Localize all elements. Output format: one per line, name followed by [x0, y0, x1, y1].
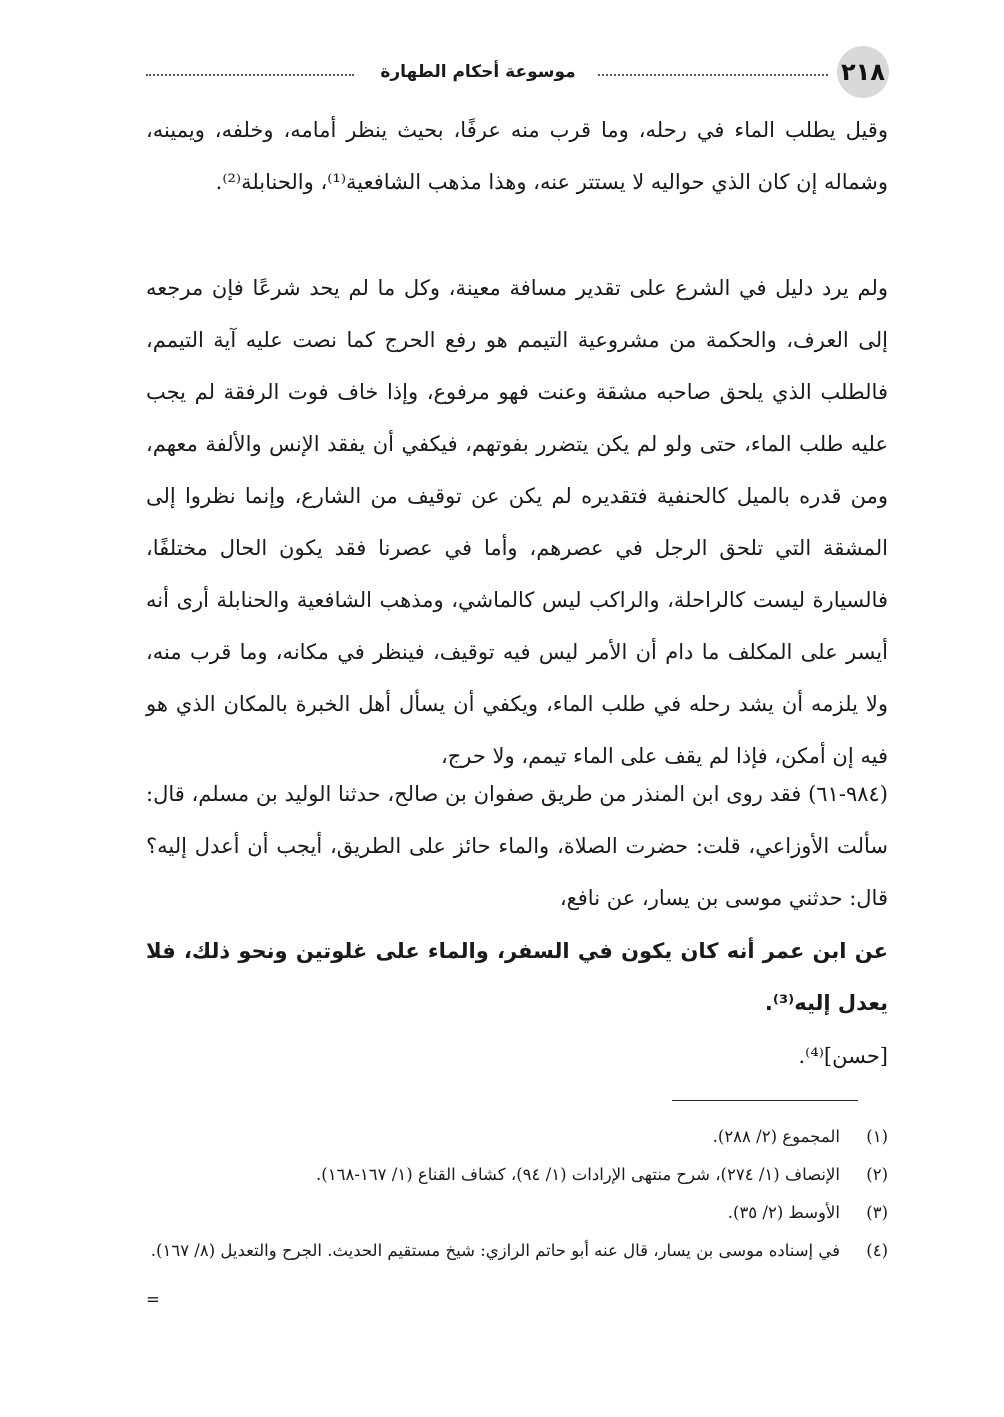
footnote	[146, 1156, 888, 1194]
hadith-text: عن ابن عمر أنه كان يكون في السفر، والماء على غلوتين ونحو ذلك، فلا يعدل إليه⁽³⁾.	[146, 939, 888, 1015]
header-divider-right	[598, 74, 828, 76]
paragraph-2: ولم يرد دليل في الشرع على تقدير مسافة معينة، وكل ما لم يحد شرعًا فإن مرجعه إلى العرف، والحكمة من مشروعية التيمم هو رفع الحرج كما نصت عليه آية التيمم، فالطلب الذي يلحق صاحبه مشقة وعنت فهو مرفوع، وإذا خاف فوت الرفقة لم يجب عليه طلب الماء، حتى ولو لم يكن يتضرر بفوتهم، فيكفي أن يفقد الإنس والألفة معهم، ومن قدره بالميل كالحنفية فتقديره لم يكن عن توقيف من الشارع، وإنما نظروا إلى المشقة التي تلحق الرجل في عصرهم، وأما في عصرنا فقد يكون الحال مختلفًا، فالسيارة ليست كالراحلة، والراكب ليس كالماشي، ومذهب الشافعية والحنابلة أرى أنه أيسر على المكلف ما دام أن الأمر ليس فيه توقيف، فينظر في مكانه، وما قرب منه، ولا يلزمه أن يشد رحله في طلب الماء، ويكفي أن يسأل أهل الخبرة بالمكان الذي هو فيه إن أمكن، فإذا لم يقف على الماء تيمم، ولا حرج،	[146, 276, 888, 768]
footnote-text: الأوسط (٢/ ٣٥).	[727, 1203, 840, 1222]
footnote-number: (٣)	[866, 1203, 888, 1222]
footnote	[146, 1194, 888, 1232]
header-divider-left	[146, 74, 354, 76]
page-number: ٢١٨	[837, 46, 889, 98]
grading-note: [حسن]⁽⁴⁾.	[798, 1044, 888, 1068]
footnote	[146, 1118, 888, 1156]
running-header-title: موسوعة أحكام الطهارة	[380, 62, 576, 82]
paragraph-1: وقيل يطلب الماء في رحله، وما قرب منه عرفًا، بحيث ينظر أمامه، وخلفه، ويمينه، وشماله إن كان الذي حواليه لا يستتر عنه، وهذا مذهب الشافعية⁽¹⁾، والحنابلة⁽²⁾.	[146, 118, 888, 194]
footnote-number: (١)	[866, 1127, 888, 1146]
footnote-text: الإنصاف (١/ ٢٧٤)، شرح منتهى الإرادات (١/ ٩٤)، كشاف القناع (١/ ١٦٧-١٦٨).	[316, 1165, 840, 1184]
paragraph-3: (٩٨٤-٦١) فقد روى ابن المنذر من طريق صفوان بن صالح، حدثنا الوليد بن مسلم، قال: سألت الأوزاعي، قلت: حضرت الصلاة، والماء حائز على الطريق، أيجب أن أعدل إليه؟ قال: حدثني موسى بن يسار، عن نافع،	[146, 782, 888, 910]
footnote	[146, 1232, 888, 1270]
footnote-text: في إسناده موسى بن يسار، قال عنه أبو حاتم الرازي: شيخ مستقيم الحديث. الجرح والتعديل (٨/ ١٦٧).	[150, 1241, 840, 1260]
footnote-text: المجموع (٢/ ٢٨٨).	[712, 1127, 840, 1146]
footnote-number: (٤)	[866, 1241, 888, 1260]
continuation-mark: =	[146, 1290, 160, 1309]
footnote-separator	[672, 1100, 858, 1101]
footnotes	[146, 1118, 888, 1270]
footnote-number: (٢)	[866, 1165, 888, 1184]
